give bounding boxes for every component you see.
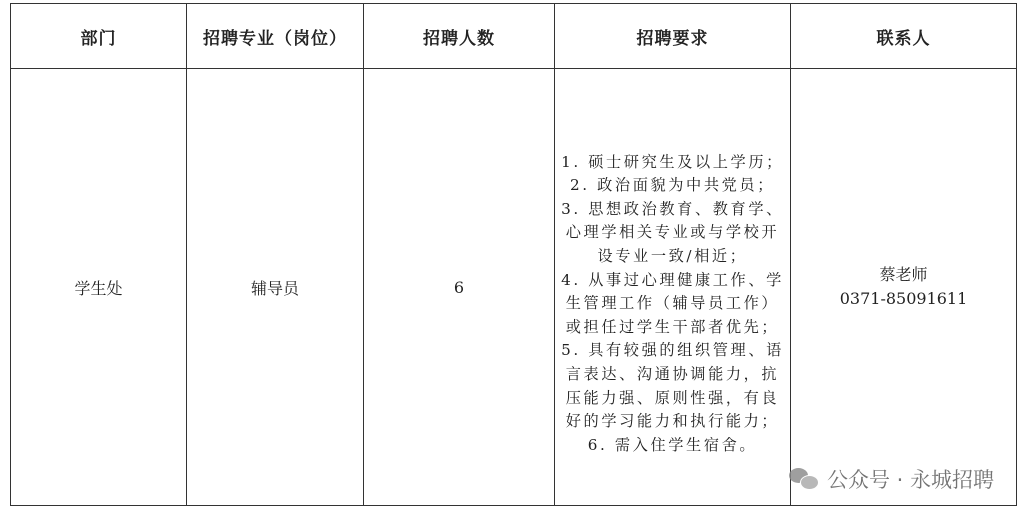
contact-phone: 0371-85091611 (839, 289, 968, 308)
requirement-item: 4. 从事过心理健康工作、学生管理工作（辅导员工作）或担任过学生干部者优先； (561, 270, 784, 336)
requirements-list (555, 117, 790, 458)
table-header-row (11, 4, 1017, 69)
cell-department: 学生处 (11, 69, 187, 506)
wechat-icon (789, 468, 819, 490)
requirement-item: 6. 需入住学生宿舍。 (587, 435, 758, 454)
requirement-item: 5. 具有较强的组织管理、语言表达、沟通协调能力，抗压能力强、原则性强，有良好的学习能力和执行能力； (561, 341, 784, 431)
cell-position: 辅导员 (187, 69, 364, 506)
requirement-item: 2. 政治面貌为中共党员； (570, 176, 775, 195)
requirement-item: 1. 硕士研究生及以上学历； (561, 152, 784, 171)
header-contact: 联系人 (791, 4, 1017, 69)
header-department: 部门 (11, 4, 187, 69)
header-count: 招聘人数 (364, 4, 555, 69)
header-requirements: 招聘要求 (555, 4, 791, 69)
table-row (11, 69, 1017, 506)
cell-contact (791, 69, 1017, 506)
cell-requirements (555, 69, 791, 506)
header-position: 招聘专业（岗位） (187, 4, 364, 69)
requirement-item: 3. 思想政治教育、教育学、心理学相关专业或与学校开设专业一致/相近； (561, 199, 784, 266)
watermark (789, 464, 994, 494)
recruitment-table (10, 3, 1017, 506)
cell-count: 6 (364, 69, 555, 506)
contact-name: 蔡老师 (879, 265, 928, 284)
watermark-text: 公众号 · 永城招聘 (826, 468, 994, 492)
